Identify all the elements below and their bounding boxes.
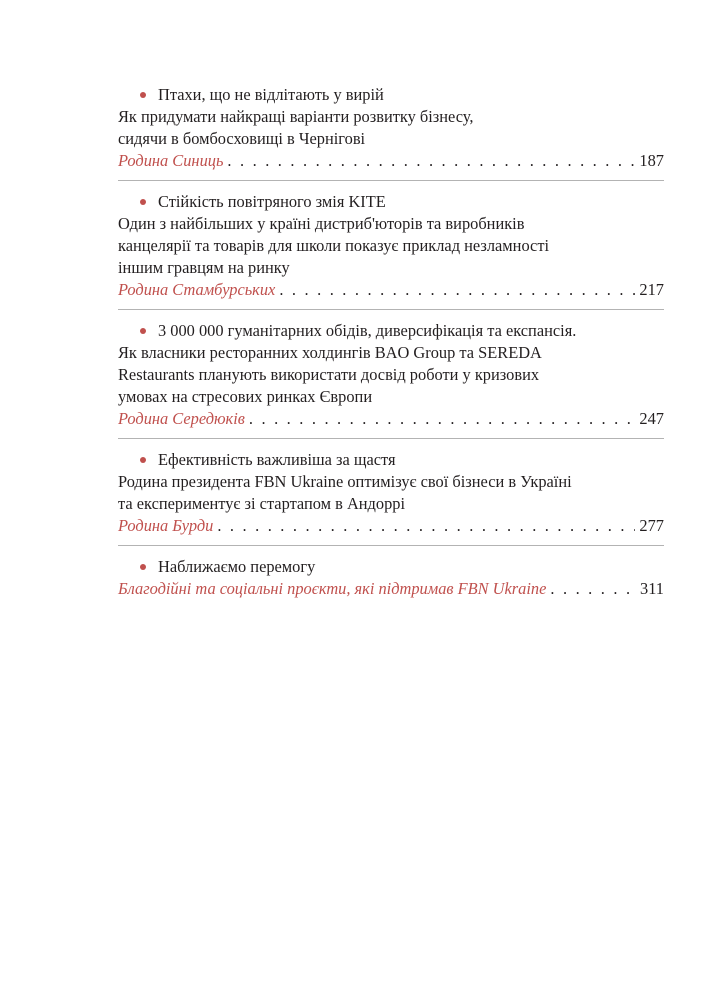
entry-family-line — [118, 578, 664, 600]
entry-subtitle-line: умовах на стресових ринках Європи — [118, 387, 373, 406]
bullet-icon — [140, 564, 146, 570]
bullet-icon — [140, 457, 146, 463]
entry-subtitle-line: Один з найбільших у країні дистриб'юторів та виробників — [118, 214, 525, 233]
dot-leader — [227, 150, 635, 172]
entry-title: Ефективність важливіша за щастя — [158, 450, 396, 469]
entry-title: Наближаємо перемогу — [158, 557, 316, 576]
entry-subtitle-line: Restaurants планують використати досвід роботи у кризових — [118, 365, 540, 384]
entry-family-line — [118, 150, 664, 172]
entry-family: Благодійні та соціальні проєкти, які підтримав FBN Ukraine — [118, 579, 547, 598]
entry-family: Родина Бурди — [118, 516, 214, 535]
entry-family: Родина Середюків — [118, 409, 245, 428]
toc-entry[interactable] — [118, 556, 664, 608]
entry-heading — [118, 320, 664, 342]
entry-page-number: 247 — [639, 409, 664, 428]
entry-page-number: 217 — [639, 280, 664, 299]
toc-entry[interactable] — [118, 191, 664, 310]
entry-heading — [118, 556, 664, 578]
bullet-icon — [140, 328, 146, 334]
bullet-icon — [140, 199, 146, 205]
entry-heading — [118, 449, 664, 471]
entry-subtitle-line: Родина президента FBN Ukraine оптимізує свої бізнеси в Україні — [118, 472, 572, 491]
entry-family: Родина Синиць — [118, 151, 224, 170]
dot-leader — [550, 578, 636, 600]
toc-entry[interactable] — [118, 320, 664, 439]
entry-subtitle-line: канцелярії та товарів для школи показує приклад незламності — [118, 236, 550, 255]
entry-page-number: 187 — [639, 151, 664, 170]
toc-entry[interactable] — [118, 449, 664, 546]
entry-subtitle-line: Як власники ресторанних холдингів BAO Group та SEREDA — [118, 343, 542, 362]
entry-title: 3 000 000 гуманітарних обідів, диверсифікація та експансія. — [158, 321, 577, 340]
dot-leader — [279, 279, 635, 301]
entry-family-line — [118, 408, 664, 430]
entry-page-number: 311 — [640, 579, 664, 598]
dot-leader — [217, 515, 635, 537]
entry-subtitle-line: та експериментує зі стартапом в Андоррі — [118, 494, 406, 513]
bullet-icon — [140, 92, 146, 98]
entry-heading — [118, 84, 664, 106]
entry-family-line — [118, 515, 664, 537]
entry-heading — [118, 191, 664, 213]
table-of-contents — [118, 84, 664, 618]
entry-subtitle-line: Як придумати найкращі варіанти розвитку бізнесу, — [118, 107, 474, 126]
toc-entry[interactable] — [118, 84, 664, 181]
entry-subtitle-line: сидячи в бомбосховищі в Чернігові — [118, 129, 366, 148]
entry-family: Родина Стамбурських — [118, 280, 276, 299]
entry-family-line — [118, 279, 664, 301]
entry-title: Птахи, що не відлітають у вирій — [158, 85, 384, 104]
entry-subtitle-line: іншим гравцям на ринку — [118, 258, 290, 277]
dot-leader — [249, 408, 636, 430]
entry-title: Стійкість повітряного змія KITE — [158, 192, 386, 211]
entry-page-number: 277 — [639, 516, 664, 535]
